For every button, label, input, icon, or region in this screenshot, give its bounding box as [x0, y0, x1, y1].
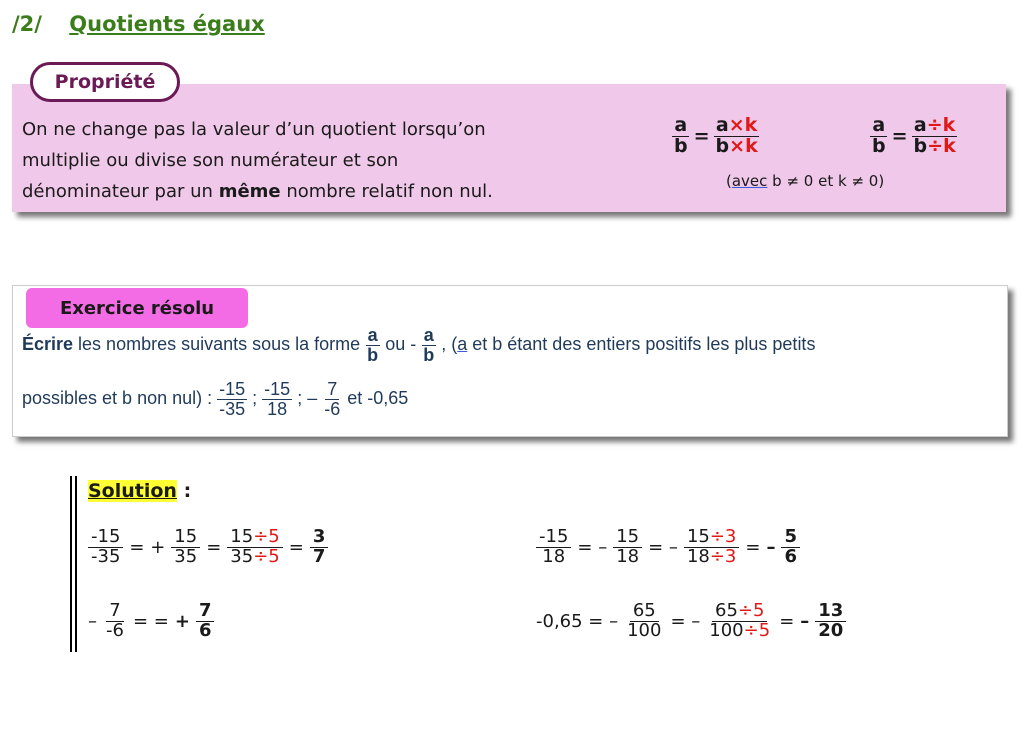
emphasis-meme: même: [218, 181, 281, 202]
formula-multiply: $\frac{a}{b}$ = $\frac{a\times k}{b\times k}$: [674, 114, 758, 157]
section-header: [12, 12, 265, 36]
property-text: [22, 114, 622, 207]
solution-title: Solution :: [88, 480, 192, 502]
property-label: Propriété: [30, 62, 180, 102]
exercise-label: Exercice résolu: [26, 288, 248, 328]
solution-step-4: -0,65 = – $\frac{65}{100}$ = – $\frac{65\div 5}{100\div 5}$ = – $\frac{13}{20}$: [536, 602, 846, 641]
property-line-3: dénominateur par un même nombre relatif non nul.: [22, 181, 493, 202]
condition-note: (avec b ≠ 0 et k ≠ 0): [726, 172, 885, 190]
solution-step-2: $\frac{-15}{18}$ = – $\frac{15}{18}$ = – $\frac{15\div 3}{18\div 3}$ = – $\frac{5}{6}$: [536, 528, 800, 567]
section-number: /2/: [12, 12, 42, 36]
solution-bar-2: [75, 476, 77, 652]
solution-step-3: – $\frac{7}{-6}$ = = + $\frac{7}{6}$: [88, 602, 214, 641]
solution-step-1: $\frac{-15}{-35}$ = + $\frac{15}{35}$ = $\frac{15\div 5}{35\div 5}$ = $\frac{3}{7}$: [88, 528, 328, 567]
section-title: Quotients égaux: [69, 12, 265, 36]
exercise-line-1: Écrire les nombres suivants sous la forme $\frac{a}{b}$ ou - $\frac{a}{b}$ , (a et b étant des entiers positifs les plus petits: [22, 325, 816, 365]
exercise-line-2: possibles et b non nul) : $\frac{-15}{-35}$ ; $\frac{-15}{18}$ ; – $\frac{7}{-6}$ et -0,65: [22, 379, 409, 419]
formula-divide: $\frac{a}{b}$ = $\frac{a\div k}{b\div k}$: [872, 114, 956, 157]
property-line-2: multiplie ou divise son numérateur et son: [22, 150, 399, 171]
solution-bar-1: [70, 476, 72, 652]
property-line-1: On ne change pas la valeur d’un quotient lorsqu’on: [22, 119, 486, 140]
